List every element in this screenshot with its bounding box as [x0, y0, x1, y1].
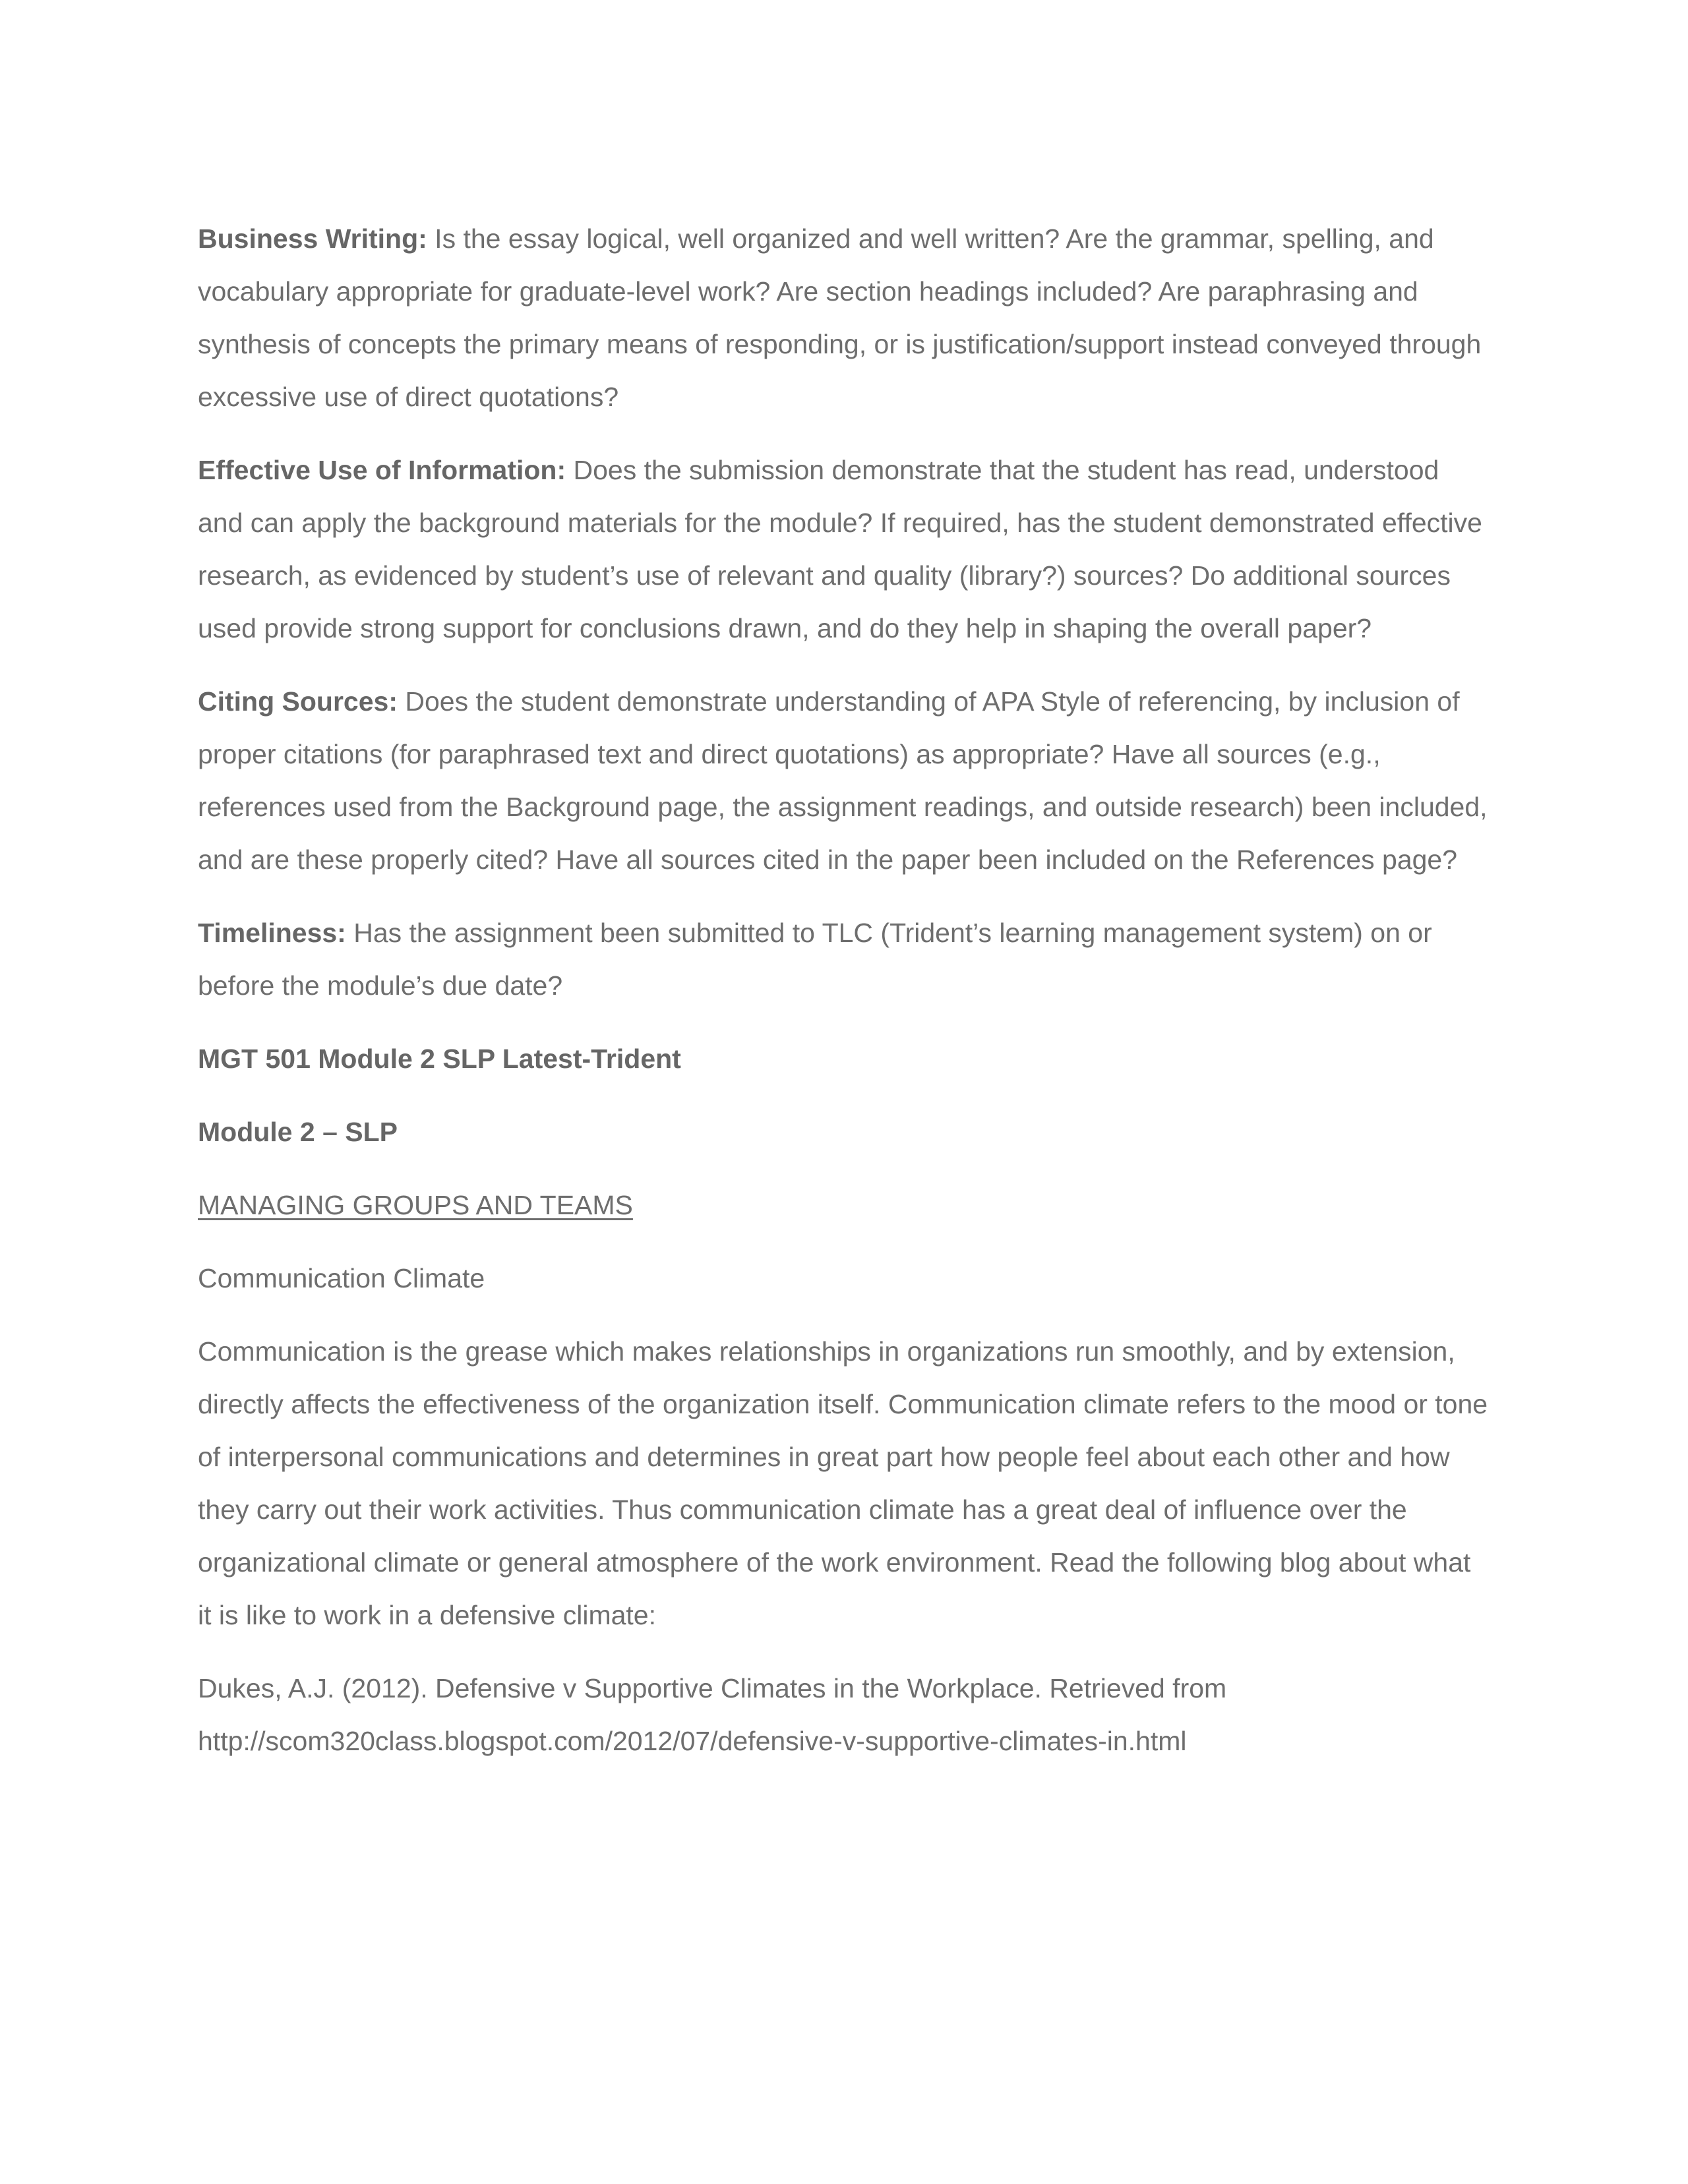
criterion-label: Business Writing:	[198, 223, 427, 254]
citation	[198, 1662, 1490, 1767]
criterion-text: Is the essay logical, well organized and well written? Are the grammar, spelling, and vocabulary appropriate for graduate-level work? Are section headings included? Are paraphrasing and synthesis of concepts the primary means of responding, or is justification/support instead conveyed through excessive use of direct quotations?	[198, 223, 1482, 412]
criterion-label: Citing Sources:	[198, 686, 398, 717]
citation-url: http://scom320class.blogspot.com/2012/07/defensive-v-supportive-climates-in.html	[198, 1726, 1187, 1756]
section-heading	[198, 1179, 1490, 1231]
module-title: Module 2 – SLP	[198, 1117, 398, 1147]
course-title: MGT 501 Module 2 SLP Latest-Trident	[198, 1044, 681, 1074]
citation-reference: Dukes, A.J. (2012). Defensive v Supportive Climates in the Workplace. Retrieved from	[198, 1673, 1227, 1703]
criterion-text: Has the assignment been submitted to TLC (Trident’s learning management system) on or before the module’s due date?	[198, 918, 1432, 1001]
criterion-citing-sources	[198, 675, 1490, 886]
criterion-business-writing	[198, 212, 1490, 423]
criterion-label: Effective Use of Information:	[198, 455, 566, 485]
criterion-text: Does the student demonstrate understanding of APA Style of referencing, by inclusion of proper citations (for paraphrased text and direct quotations) as appropriate? Have all sources (e.g., references used from the Background page, the assignment readings, and outside research) been included, and are these properly cited? Have all sources cited in the paper been included on the References page?	[198, 686, 1488, 875]
criterion-effective-use-of-information	[198, 444, 1490, 655]
criterion-label: Timeliness:	[198, 918, 346, 948]
section-heading-text: MANAGING GROUPS AND TEAMS	[198, 1190, 633, 1220]
body-paragraph: Communication is the grease which makes relationships in organizations run smoothly, and by extension, directly affects the effectiveness of the organization itself. Communication climate refers to the mood or tone of interpersonal communications and determines in great part how people feel about each other and how they carry out their work activities. Thus communication climate has a great deal of influence over the organizational climate or general atmosphere of the work environment. Read the following blog about what it is like to work in a defensive climate:	[198, 1336, 1488, 1630]
subheading: Communication Climate	[198, 1263, 485, 1293]
criterion-timeliness	[198, 906, 1490, 1012]
document-content	[198, 212, 1490, 1767]
criterion-text: Does the submission demonstrate that the student has read, understood and can apply the background materials for the module? If required, has the student demonstrated effective research, as evidenced by student’s use of relevant and quality (library?) sources? Do additional sources used provide strong support for conclusions drawn, and do they help in shaping the overall paper?	[198, 455, 1482, 643]
